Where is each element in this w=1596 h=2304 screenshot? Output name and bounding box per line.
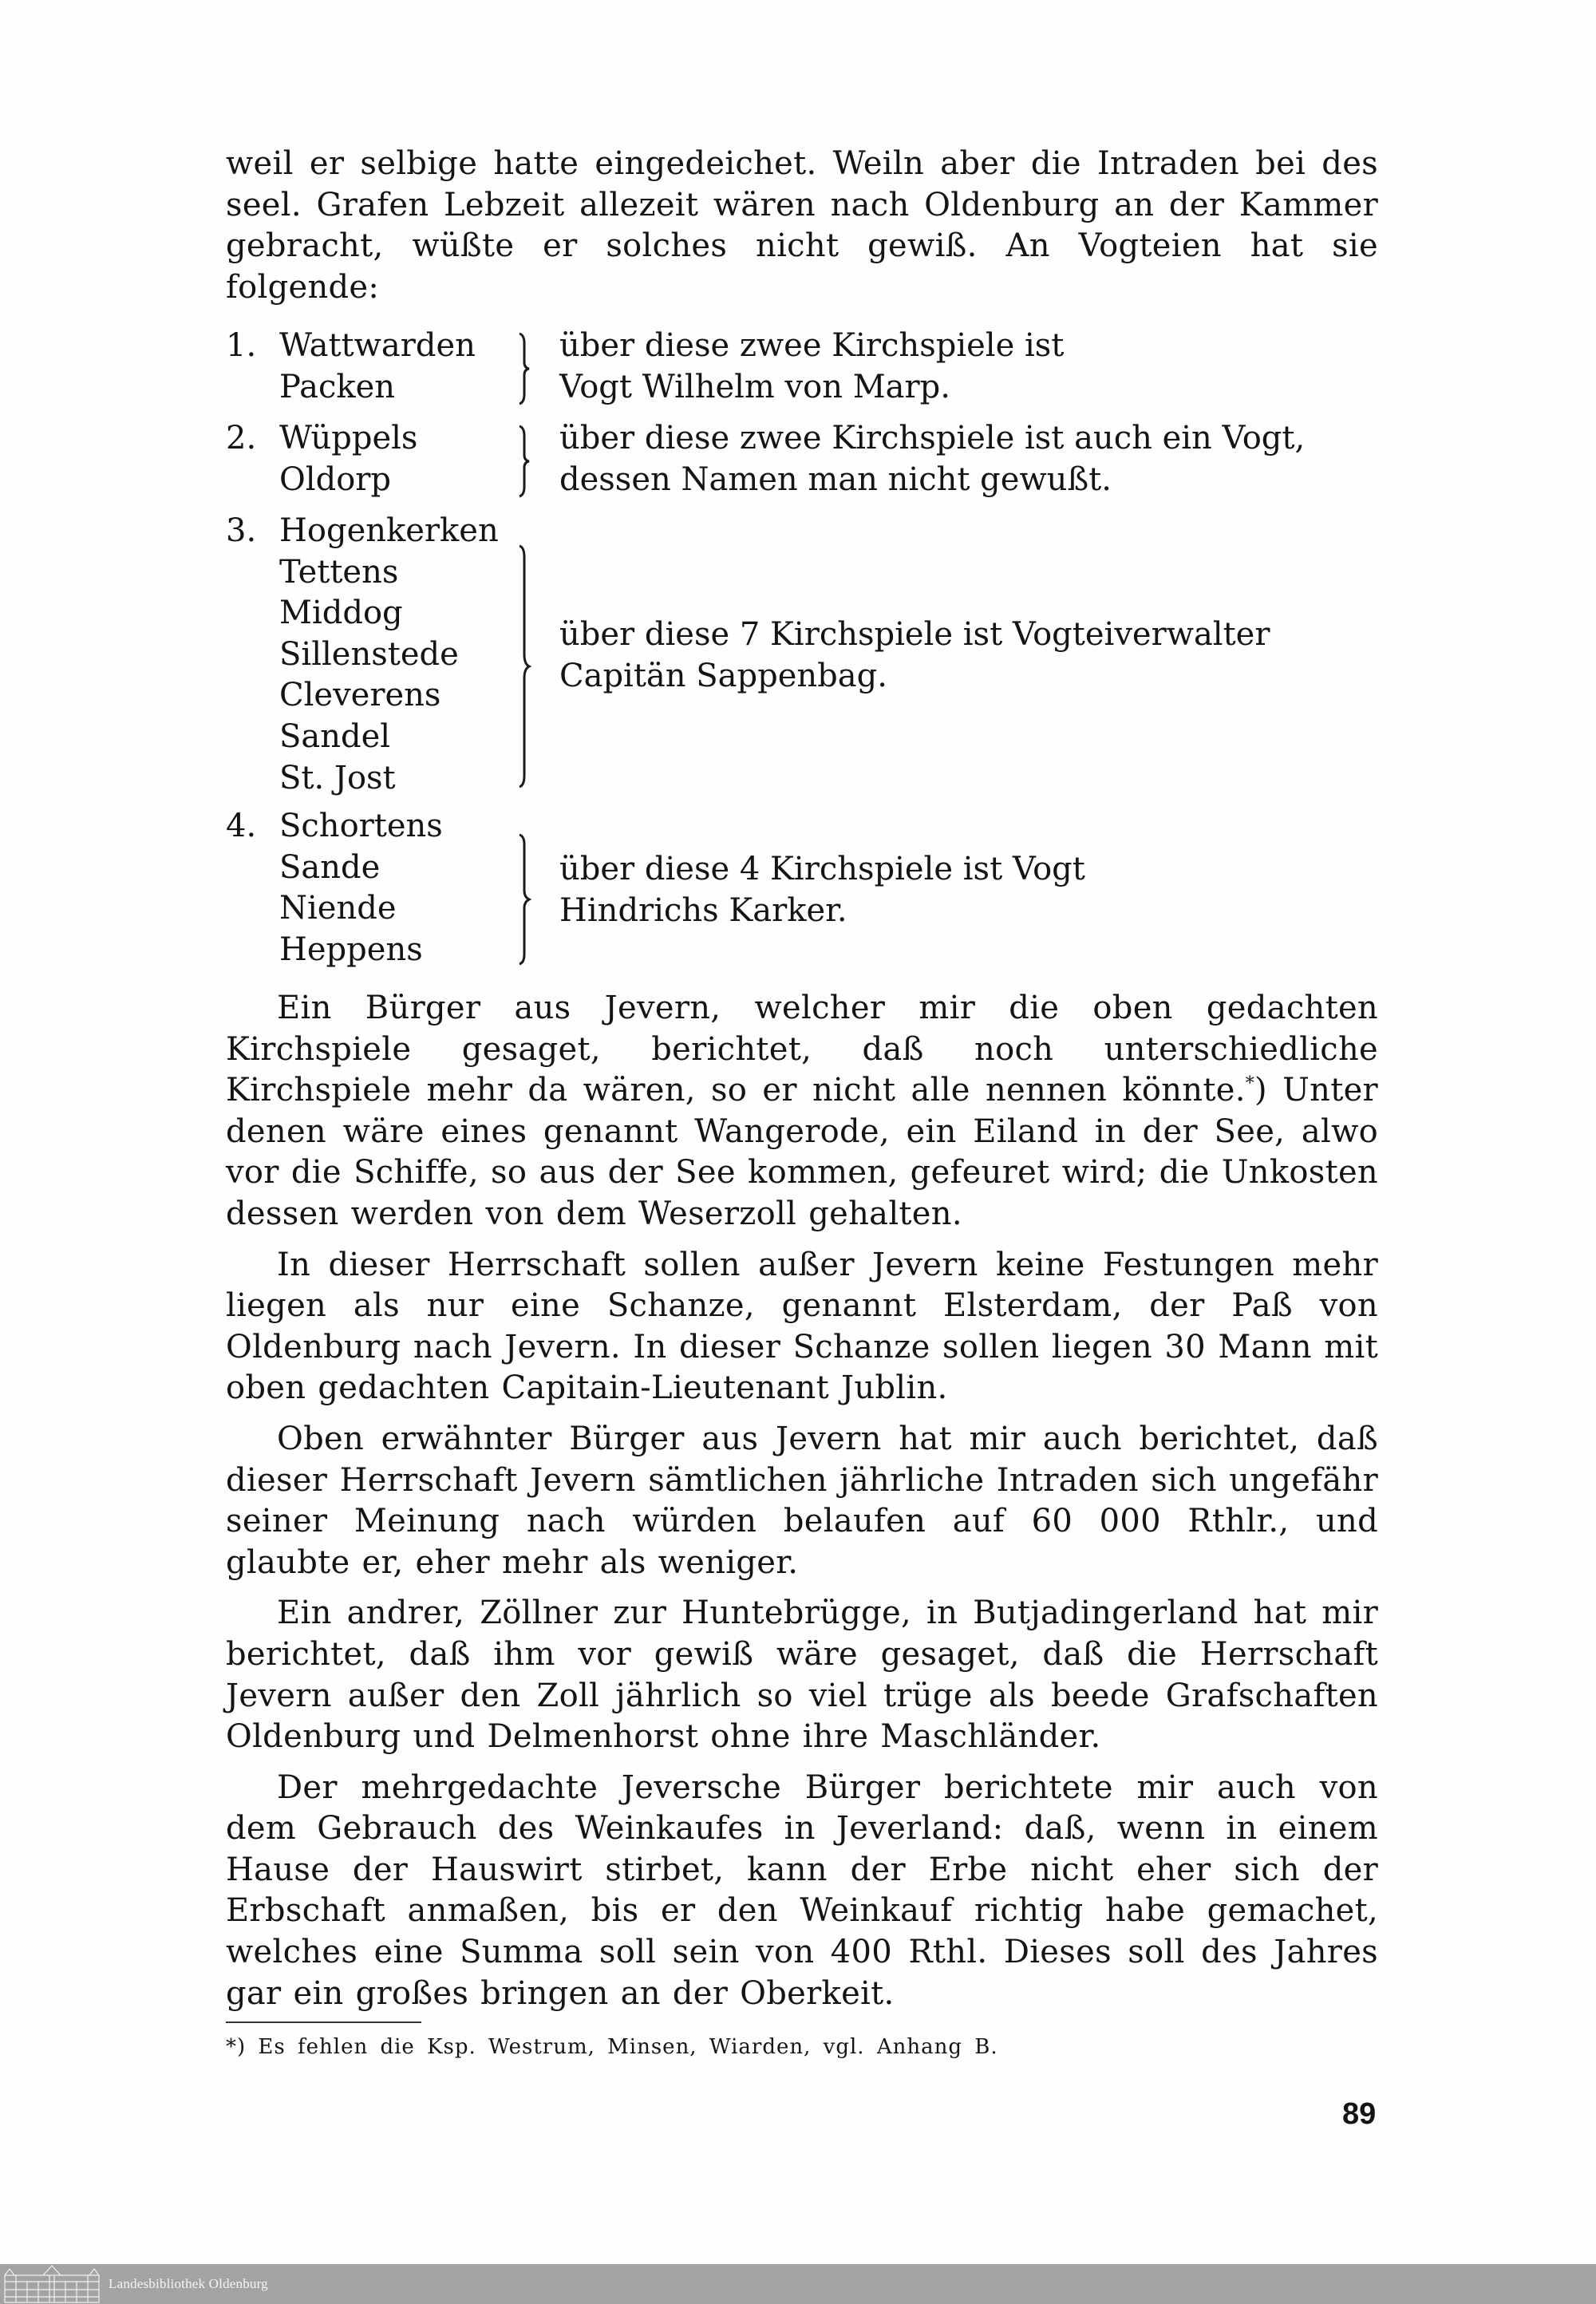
vogtei-number: 1. [226,327,257,364]
page-number: 89 [1342,2097,1377,2131]
parish-name: Schortens [279,808,443,844]
parish-name: Niende [279,890,397,927]
body-paragraphs [226,988,1378,2024]
curly-brace-icon [513,832,545,967]
footnote-divider [226,2021,421,2023]
footnote: *) Es fehlen die Ksp. Westrum, Minsen, Wiarden, vgl. Anhang B. [226,2035,998,2059]
parish-name: Sillenstede [279,635,459,673]
library-footer-bar [0,2264,1596,2304]
parish-name: Oldorp [279,460,391,498]
vogt-description-line: Vogt Wilhelm von Marp. [559,368,950,405]
parish-name: Cleverens [279,677,441,714]
parish-name: Heppens [279,931,423,968]
parish-name: Hogenkerken [279,512,499,549]
parish-name: Sandel [279,717,391,755]
vogt-description-line: dessen Namen man nicht gewußt. [559,460,1112,498]
paragraph-zoellner: Ein andrer, Zöllner zur Huntebrügge, in Butjadingerland hat mir berichtet, daß ihm vor gewiß wäre gesaget, daß die Herrschaft Jevern außer den Zoll jährlich so viel trüge als beede Grafschaften Oldenburg und Delmenhorst ohne ihre Maschländer. [226,1595,1378,1756]
paragraph-intraden: Oben erwähnter Bürger aus Jevern hat mir auch berichtet, daß dieser Herrschaft Jevern sämtlichen jährliche Intraden sich ungefähr seiner Meinung nach würden belaufen auf 60 000 Rthlr., und glaubte er, eher mehr als weniger. [226,1420,1378,1581]
parish-name: St. Jost [279,759,396,796]
parish-name: Packen [279,368,396,405]
vogt-description-line: Hindrichs Karker. [559,891,847,929]
vogtei-number: 3. [226,512,257,549]
curly-brace-icon [513,543,545,790]
curly-brace-icon [513,423,545,500]
vogt-description-line: über diese 4 Kirchspiele ist Vogt [559,851,1085,887]
parish-name: Wüppels [279,420,418,456]
library-name: Landesbibliothek Oldenburg [109,2276,268,2291]
vogt-description-line: über diese zwee Kirchspiele ist [559,327,1065,364]
intro-paragraph [226,144,1378,308]
vogt-description-line: Capitän Sappenbag. [559,657,887,694]
parish-name: Wattwarden [279,327,476,364]
parish-name: Middog [279,595,403,632]
intro-text: weil er selbige hatte eingedeichet. Weiln aber die Intraden bei des seel. Grafen Lebzeit allezeit wären nach Oldenburg an der Kammer gebracht, wüßte er solches nicht gewiß. An Vogteien hat sie folgende: [226,145,1378,306]
vogt-description-line: über diese 7 Kirchspiele ist Vogteiverwalter [559,616,1270,653]
paragraph-weinkauf: Der mehrgedachte Jeversche Bürger berichtete mir auch von dem Gebrauch des Weinkaufes in Jeverland: daß, wenn in einem Hause der Hauswirt stirbet, kann der Erbe nicht eher sich der Erbschaft anmaßen, bis er den Weinkauf richtig habe gemachet, welches eine Summa soll sein von 400 Rthl. Dieses soll des Jahres gar ein großes bringen an der Oberkeit. [226,1769,1378,2012]
vogt-description-line: über diese zwee Kirchspiele ist auch ein Vogt, [559,420,1306,456]
library-building-icon [3,2264,101,2304]
curly-brace-icon [513,330,545,407]
parish-name: Tettens [279,553,399,591]
vogtei-number: 4. [226,808,257,844]
paragraph-text: Ein Bürger aus Jevern, welcher mir die oben gedachten Kirchspiele gesaget, berichtet, daß noch unterschiedliche Kirchspiele mehr da wären, so er nicht alle nennen könnte. [226,990,1378,1109]
paragraph-text: ) Unter denen wäre eines genannt Wangerode, ein Eiland in der See, alwo vor die Schiffe, so aus der See kommen, gefeuret wird; die Unkosten dessen werden von dem Weserzoll gehalten. [226,1072,1378,1232]
vogtei-number: 2. [226,420,257,456]
paragraph-buerger [226,988,1378,1235]
parish-name: Sande [279,848,381,886]
footnote-marker[interactable]: * [1245,1073,1255,1094]
paragraph-festungen: In dieser Herrschaft sollen außer Jevern keine Festungen mehr liegen als nur eine Schanze, genannt Elsterdam, der Paß von Oldenburg nach Jevern. In dieser Schanze sollen liegen 30 Mann mit oben gedachten Capitain-Lieutenant Jublin. [226,1246,1378,1407]
